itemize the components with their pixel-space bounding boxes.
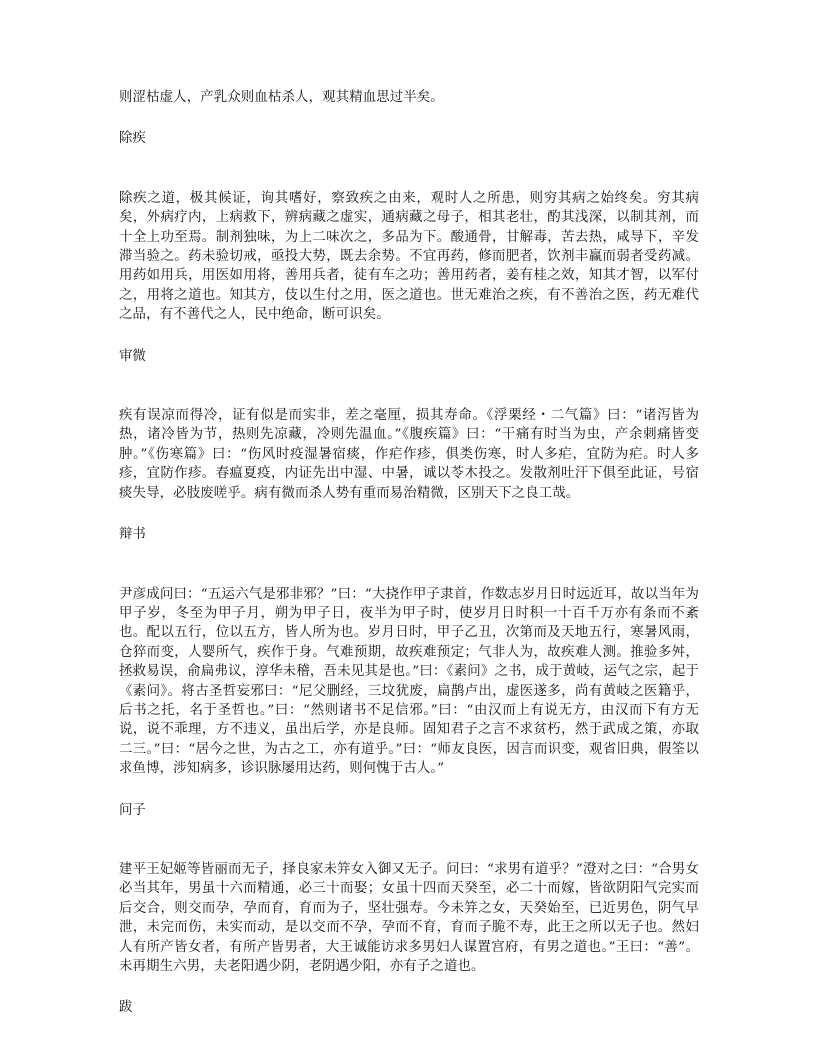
- section-title-bianshu: 辩书: [119, 527, 146, 543]
- section-title-ba: 跋: [119, 1000, 133, 1016]
- section-body-shenwei: 疾有误凉而得冷，证有似是而实非，差之毫厘，损其寿命。《浮栗经・二气篇》曰：“诸泻皆为热，诸冷皆为节，热则先凉藏，冷则先温血。”《腹疾篇》曰：“干痛有时当为虫，产余刺痛皆变肿。”《伤寒篇》曰：“伤风时疫湿暑宿痰，作疟作疹，俱类伤寒，时人多疟，宜防为疟。时人多疹，宜防作疹。春瘟夏疫，内证先出中湿、中暑，诚以苓木投之。发散剂吐汗下俱至此证，号宿痰失导，必肢废嗟乎。病有微而杀人势有重而易治精微，区别天下之良工哉。: [119, 408, 699, 501]
- section-body-wenzi: 建平王妃姬等皆丽而无子，择良家未笄女入御又无子。问曰：“求男有道乎？”澄对之曰：“合男女必当其年，男虽十六而精通，必三十而娶；女虽十四而天癸至，必二十而嫁，皆欲阴阳气完实而后交合，则交而孕，孕而育，育而为子，坚壮强寿。今未笄之女，天癸始至，已近男色，阴气早泄，未完而伤，未实而动，是以交而不孕，孕而不育，育而子脆不寿，此王之所以无子也。然妇人有所产皆女者，有所产皆男者，大王诚能访求多男妇人谋置宫府，有男之道也。”王曰：“善”。未再期生六男，夫老阳遇少阴，老阴遇少阳，亦有子之道也。: [119, 861, 699, 974]
- document-page: [119, 88, 699, 1018]
- intro-paragraph: 则涩枯虚人，产乳众则血枯杀人，观其精血思过半矣。: [119, 90, 444, 105]
- section-body-bianshu: 尹彦成问曰：“五运六气是邪非邪？”曰：“大挠作甲子隶首，作数志岁月日时远近耳，故以当年为甲子岁，冬至为甲子月，朔为甲子日，夜半为甲子时，使岁月日时积一十百千万亦有条而不紊也。配以五行，位以五方，皆人所为也。岁月日时，甲子乙丑，次第而及天地五行，寒暑风雨，仓猝而变，人婴所气，疾作于身。气难预期，故疾难预定；气非人为，故疾难人测。推验多舛，拯救易误，俞扁弗议，淳华未稽，吾未见其是也。”曰：《素问》之书，成于黄岐，运气之宗，起于《素问》。将古圣哲妄邪曰：“尼父删经，三坟犹废，扁鹊卢出，虚医遂多，尚有黄岐之医籍乎，后书之托，名于圣哲也。”曰：“然则诸书不足信邪。”曰：“由汉而上有说无方，由汉而下有方无说，说不乖理，方不违义，虽出后学，亦是良师。固知君子之言不求贫朽，然于武成之策，亦取二三。”曰：“居今之世，为古之工，亦有道乎。”曰：“师友良医，因言而识变，观省旧典，假筌以求鱼博，涉知病多，诊识脉屡用达药，则何愧于古人。”: [119, 586, 699, 777]
- section-body-chuji: 除疾之道，极其候证，询其嗜好，察致疾之由来，观时人之所患，则穷其病之始终矣。穷其病矣，外病疗内，上病救下，辨病藏之虚实，通病藏之母子，相其老壮，酌其浅深，以制其剂，而十全上功至焉。制剂独味，为上二味次之，多品为下。酸通骨，甘解毒，苦去热，咸导下，辛发滞当验之。药未验切戒，亟投大势，既去余势。不宜再药，修而肥者，饮剂丰赢而弱者受药减。用药如用兵，用医如用将，善用兵者，徒有车之功；善用药者，姜有桂之效，知其才智，以军付之，用将之道也。知其方，伎以生付之用，医之道也。世无难治之疾，有不善治之医，药无难代之品，有不善代之人，民中绝命，断可识矣。: [119, 190, 699, 323]
- section-title-chuji: 除疾: [119, 131, 146, 147]
- section-title-wenzi: 问子: [119, 802, 146, 818]
- section-title-shenwei: 审微: [119, 348, 146, 364]
